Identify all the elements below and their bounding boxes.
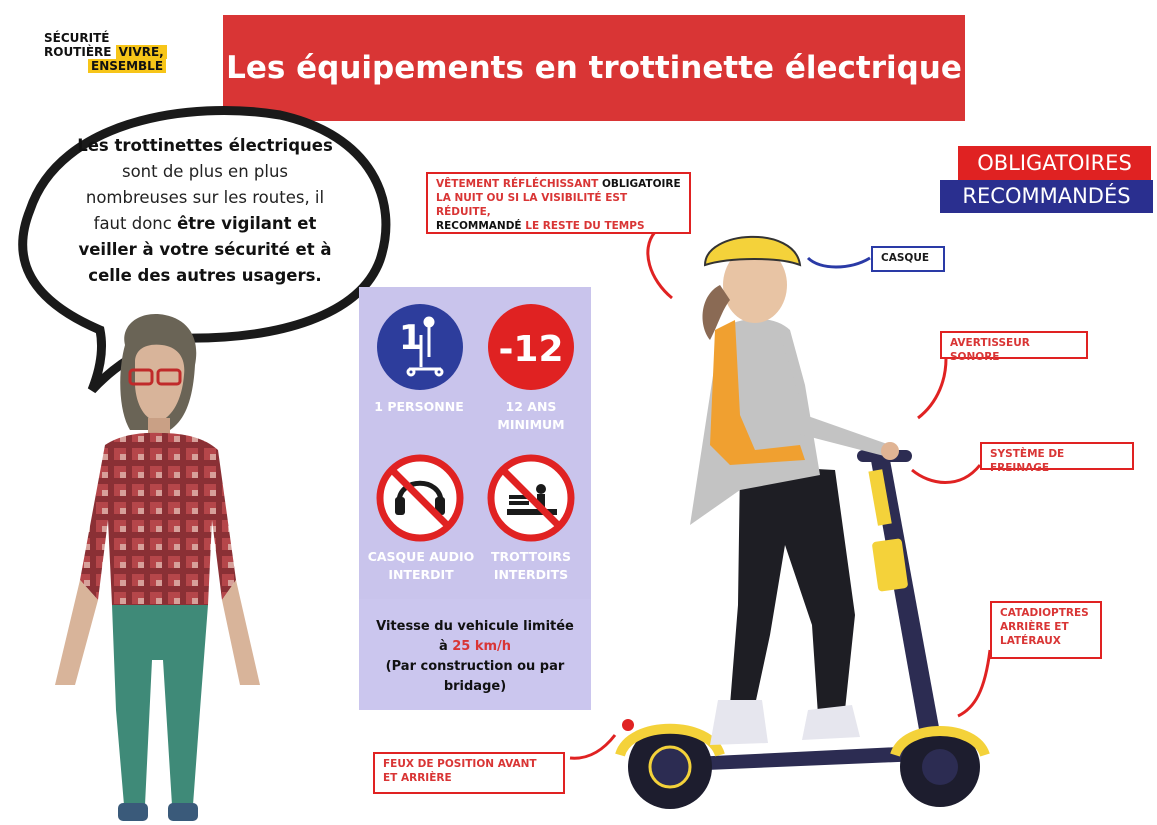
- callout-position-lights: FEUX DE POSITION AVANT ET ARRIÈRE: [373, 752, 565, 794]
- logo-line-3: ENSEMBLE: [44, 59, 167, 73]
- rear-light: [622, 719, 634, 731]
- callout-horn: AVERTISSEUR SONORE: [940, 331, 1088, 359]
- rider-shoes: [710, 700, 768, 745]
- plaid-shirt: [80, 433, 236, 605]
- label-minimum-age: 12 ANS MINIMUM: [497, 399, 565, 432]
- scooter-rider-illustration: [590, 215, 1010, 815]
- green-trousers: [112, 605, 208, 805]
- left-arm: [55, 580, 98, 685]
- one-person-digit: 1: [399, 318, 423, 358]
- page-title: Les équipements en trottinette électrique: [226, 50, 962, 86]
- callout-helmet: CASQUE: [871, 246, 945, 272]
- callout-reflectors: CATADIOPTRES ARRIÈRE ET LATÉRAUX: [990, 601, 1102, 659]
- logo-line-2: ROUTIÈRE VIVRE,: [44, 45, 167, 59]
- logo-line-1: SÉCURITÉ: [44, 31, 110, 45]
- callout-reflective-vest: VÊTEMENT RÉFLÉCHISSANT OBLIGATOIRE LA NUIT OU SI LA VISIBILITÉ EST RÉDUITE, RECOMMANDÉ LE RESTE DU TEMPS: [426, 172, 691, 234]
- speed-limit-value: 25 km/h: [452, 639, 512, 654]
- rider-legs: [730, 465, 855, 715]
- label-sidewalks-forbidden: TROTTOIRS INTERDITS: [490, 549, 572, 582]
- logo: [44, 31, 167, 73]
- speed-limit-box: Vitesse du vehicule limitée à 25 km/h (Par construction ou par bridage): [359, 599, 591, 710]
- right-arm: [222, 580, 260, 685]
- label-headphones-forbidden: CASQUE AUDIO INTERDIT: [367, 549, 475, 582]
- label-one-person: 1 PERSONNE: [374, 399, 464, 414]
- legend-recommended: RECOMMANDÉS: [940, 180, 1153, 213]
- callout-brake: SYSTÈME DE FREINAGE: [980, 442, 1134, 470]
- speech-bubble-text: Les trottinettes électriques sont de plus en plus nombreuses sur les routes, il faut donc être vigilant et veiller à votre sécurité et à celle des autres usagers.: [77, 136, 333, 285]
- legend-mandatory: OBLIGATOIRES: [958, 146, 1151, 180]
- minimum-age-number: -12: [498, 329, 564, 370]
